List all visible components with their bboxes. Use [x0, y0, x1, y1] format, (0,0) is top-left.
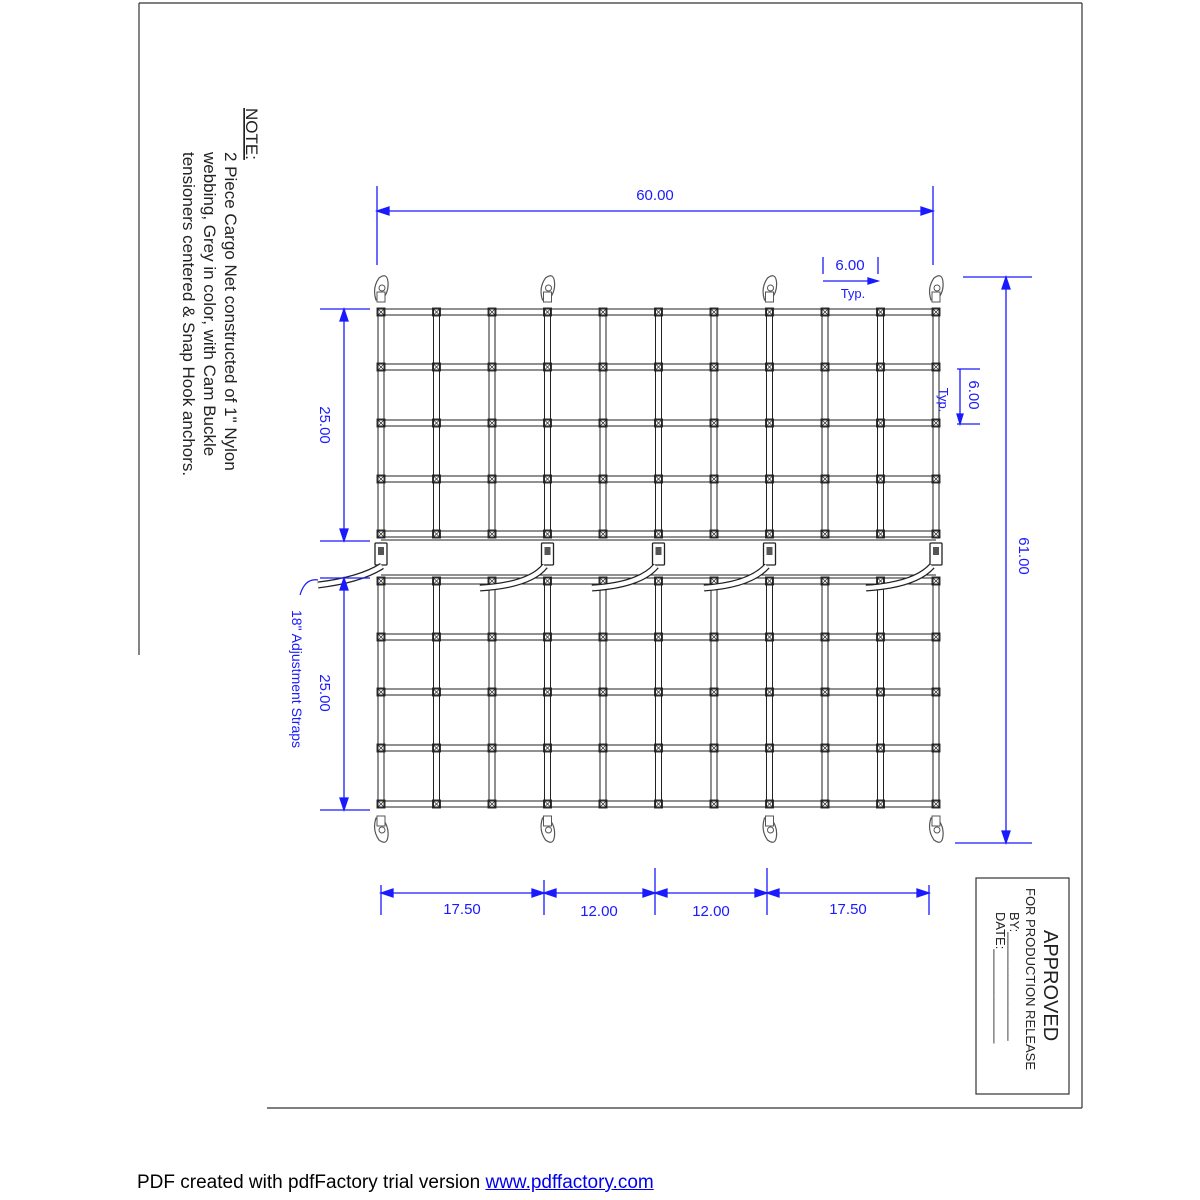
dim-overall-width: 60.00	[636, 187, 674, 204]
footer-link[interactable]: www.pdffactory.com	[485, 1172, 654, 1193]
dim-grid-spacing-h-note: Typ.	[840, 286, 866, 301]
dim-upper-section: 25.00	[316, 406, 333, 444]
dim-bottom-4: 17.50	[829, 901, 867, 918]
cargo-net	[318, 276, 943, 843]
note-line-1: 2 Piece Cargo Net constructed of 1" Nylon	[221, 152, 240, 471]
dim-overall-height: 61.00	[1015, 537, 1032, 575]
dim-bottom-2: 12.00	[580, 903, 618, 920]
dim-grid-spacing-v: 6.00	[965, 380, 982, 410]
note-heading: NOTE:	[242, 108, 261, 160]
strap-label: 18" Adjustment Straps	[289, 610, 305, 749]
dim-grid-spacing-h: 6.00	[835, 257, 865, 274]
note-line-2: webbing, Grey in color, with Cam Buckle	[200, 152, 219, 457]
note	[179, 108, 261, 476]
dim-grid-spacing-v-note: Typ.	[936, 387, 951, 413]
dim-bottom-1: 17.50	[443, 901, 481, 918]
note-line-3: tensioners centered & Snap Hook anchors.	[179, 152, 198, 477]
footer	[137, 1172, 654, 1194]
approval-title: APPROVED	[1039, 930, 1061, 1042]
dim-lower-section: 25.00	[316, 674, 333, 712]
approval-subtitle: FOR PRODUCTION RELEASE	[1023, 888, 1038, 1071]
approval-stamp	[976, 878, 1069, 1094]
approval-by: BY:_______________	[1007, 912, 1022, 1041]
dim-bottom-3: 12.00	[692, 903, 730, 920]
footer-text: PDF created with pdfFactory trial version	[137, 1172, 486, 1193]
approval-date: DATE:_____________	[993, 912, 1008, 1044]
